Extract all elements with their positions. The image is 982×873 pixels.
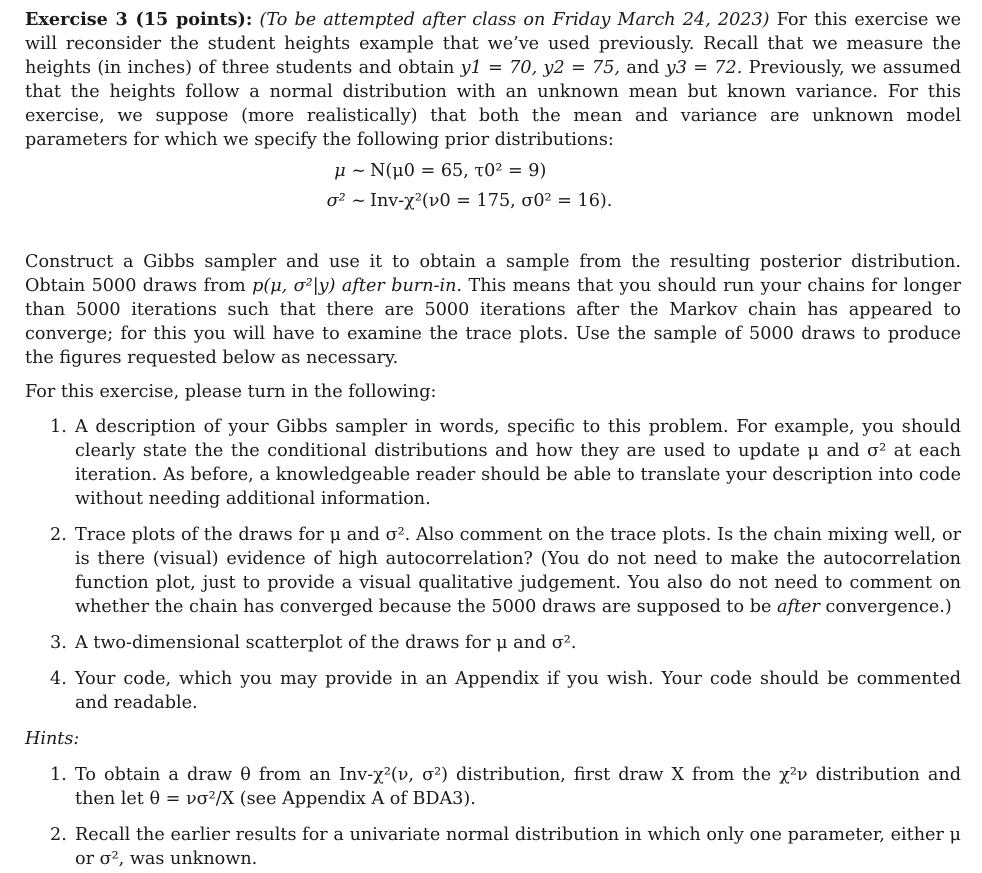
list-item-text: Trace plots of the draws for μ and σ². Also comment on the trace plots. Is the chain mixing well, or is there (visual) evidence of high autocorrelation? (You do not need to make the autocorrelation function plot, just to provide a visual qualitative judgement. You also do not need to comment on whether the chain has converged because the 5000 draws are supposed to be — [75, 525, 961, 617]
after-burn-in: after burn-in. — [341, 276, 463, 296]
list-number: 3. — [50, 633, 67, 653]
schedule-note: (To be attempted after class on Friday March 24, 2023) — [259, 10, 770, 30]
hints-list — [25, 763, 961, 871]
list-number: 1. — [50, 417, 67, 437]
list-number: 2. — [50, 825, 67, 845]
list-item-text: A description of your Gibbs sampler in words, specific to this problem. For example, you should clearly state the the conditional distributions and how they are used to update μ and σ² at each iteration. As before, a knowledgeable reader should be able to translate your description into code without needing additional information. — [75, 417, 961, 509]
instructions-text-1a: Construct a Gibbs sampler and use it to obtain a sample from the resulting posterior distribution. Obtain 5000 draws from — [25, 252, 961, 296]
list-item — [25, 415, 961, 511]
list-item-text: Your code, which you may provide in an Appendix if you wish. Your code should be commented and readable. — [75, 669, 961, 713]
list-item-text-end: convergence.) — [825, 597, 952, 617]
exercise-heading: Exercise 3 (15 points): — [25, 9, 253, 30]
exercise-intro — [25, 8, 961, 152]
mu-prior-lhs: μ ~ — [334, 161, 366, 181]
list-item — [25, 823, 961, 871]
list-item — [25, 763, 961, 811]
after-emphasis: after — [776, 597, 820, 617]
list-item-text: A two-dimensional scatterplot of the draws for μ and σ². — [75, 633, 577, 653]
posterior-expression: p(μ, σ²|y) — [252, 276, 336, 296]
instructions-text-1b: This means that you should run your chains for longer than 5000 iterations such that there are 5000 iterations after the Markov chain has appeared to converge; for this you will have to examine the trace plots. Use the sample of 5000 draws to produce the figures requested below as necessary. — [25, 276, 961, 368]
and-word: and — [626, 58, 660, 78]
intro-text-2: Previously, we assumed that the heights follow a normal distribution with an unknown mean but known variance. For this exercise, we suppose (more realistically) that both the mean and variance are unknown model parameters for which we specify the following prior distributions: — [25, 58, 961, 150]
list-number: 1. — [50, 765, 67, 785]
prior-equations — [25, 158, 961, 214]
mu-prior-rhs: N(μ0 = 65, τ0² = 9) — [370, 161, 547, 181]
sigma-prior-rhs: Inv-χ²(ν0 = 175, σ0² = 16). — [370, 191, 613, 211]
observation-y1: y1 = 70, — [460, 58, 538, 78]
observation-y2: y2 = 75, — [543, 58, 621, 78]
turn-in-intro: For this exercise, please turn in the following: — [25, 382, 437, 402]
list-item — [25, 631, 961, 655]
list-item-text: Recall the earlier results for a univariate normal distribution in which only one parameter, either μ or σ², was unknown. — [75, 825, 961, 869]
observation-y3: y3 = 72. — [665, 58, 743, 78]
deliverables-list — [25, 415, 961, 715]
list-item — [25, 667, 961, 715]
gibbs-instructions — [25, 250, 961, 370]
sigma-prior-lhs: σ² ~ — [326, 191, 366, 211]
list-item-text: To obtain a draw θ from an Inv-χ²(ν, σ²) distribution, first draw X from the χ²ν distribution and then let θ = νσ²/X (see Appendix A of BDA3). — [75, 765, 961, 809]
list-number: 4. — [50, 669, 67, 689]
intro-text-1: For this exercise we will reconsider the student heights example that we’ve used previously. Recall that we measure the heights (in inches) of three students and obtain — [25, 10, 962, 78]
list-item — [25, 523, 961, 619]
list-number: 2. — [50, 525, 67, 545]
hints-title: Hints: — [25, 729, 80, 749]
